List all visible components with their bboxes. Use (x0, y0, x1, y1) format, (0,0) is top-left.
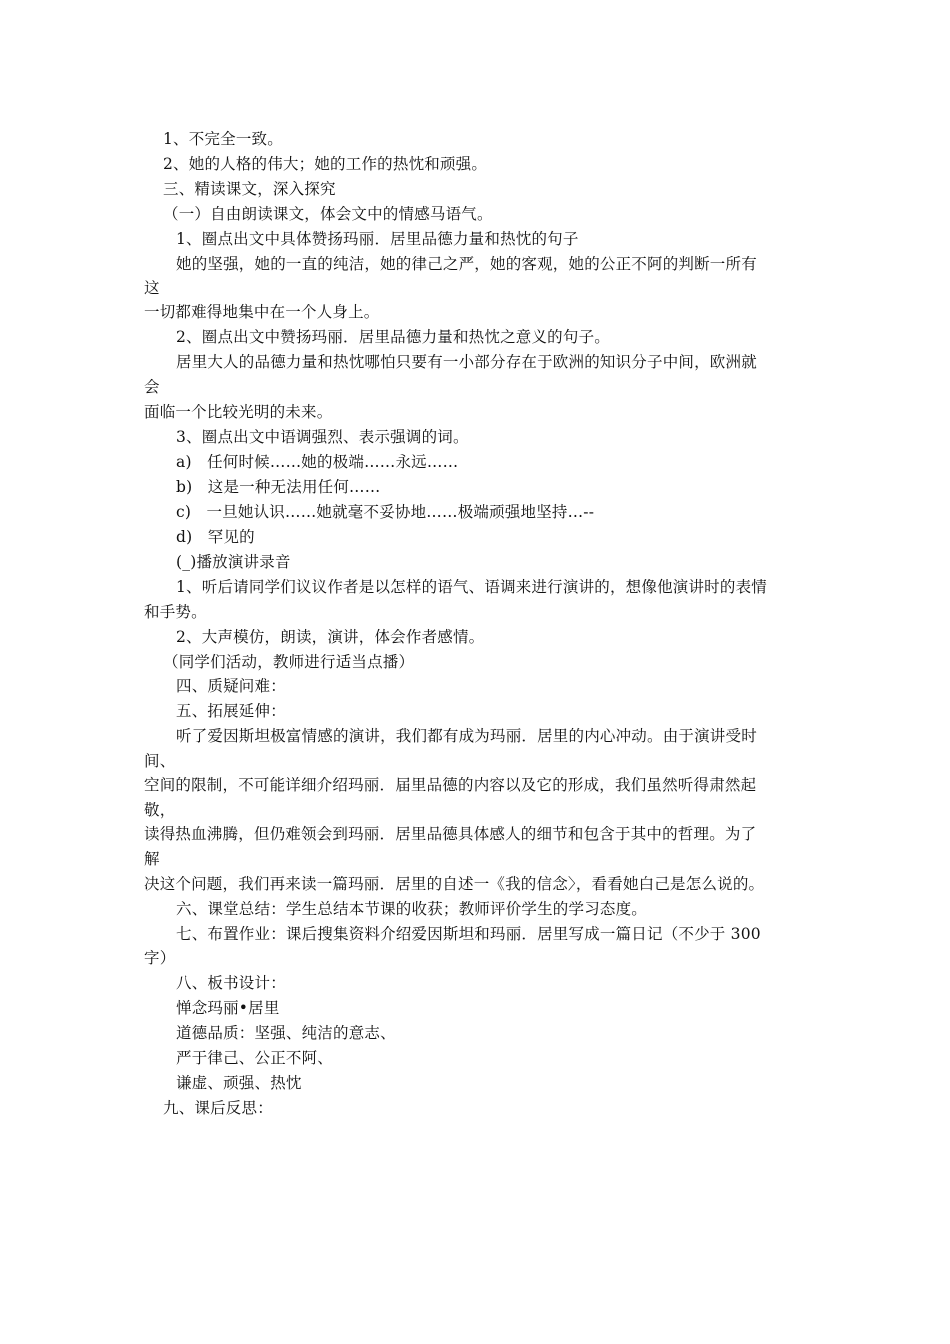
text-line: 2、大声模仿，朗读，演讲，体会作者感情。 (176, 628, 485, 646)
text-line: 严于律己、公正不阿、 (176, 1049, 334, 1067)
text-line: （同学们活动，教师进行适当点播） (163, 653, 415, 671)
text-line: 居里大人的品德力量和热忱哪怕只要有一小部分存在于欧洲的知识分子中间，欧洲就 (176, 353, 757, 371)
text-line: 字） (144, 949, 176, 967)
section-heading: 四、质疑问难： (176, 677, 286, 695)
text-line: 解 (144, 850, 160, 868)
text-line: 谦虚、顽强、热忱 (176, 1074, 302, 1092)
text-line: 1、听后请同学们议议作者是以怎样的语气、语调来进行演讲的，想像他演讲时的表情 (176, 578, 767, 596)
text-line: 读得热血沸腾，但仍难领会到玛丽．居里品德具体感人的细节和包含于其中的哲理。为了 (144, 825, 757, 843)
subsection-heading: （一）自由朗读课文，体会文中的情感马语气。 (163, 205, 493, 223)
section-heading: 七、布置作业：课后搜集资料介绍爱因斯坦和玛丽．居里写成一篇日记（不少于 300 (176, 925, 761, 943)
section-heading: 八、板书设计： (176, 974, 286, 992)
board-title: 惮念玛丽•居里 (176, 999, 280, 1017)
text-line: 这 (144, 279, 160, 297)
list-item: b) 这是一种无法用任何…… (176, 478, 381, 496)
text-line: 2、圈点出文中赞扬玛丽．居里品德力量和热忱之意义的句子。 (176, 328, 610, 346)
list-item: d) 罕见的 (176, 528, 255, 546)
list-item: a) 任何时候……她的极端……永远…… (176, 453, 459, 471)
text-line: 空间的限制，不可能详细介绍玛丽．届里品德的内容以及它的形成，我们虽然听得肃然起 (144, 776, 757, 794)
text-line: 一切都难得地集中在一个人身上。 (144, 303, 380, 321)
text-line: 她的坚强，她的一直的纯洁，她的律己之严，她的客观，她的公正不阿的判断一所有 (176, 255, 757, 273)
text-line: 和手势。 (144, 603, 207, 621)
text-line: 决这个问题，我们再来读一篇玛丽．居里的自述一《我的信念〉，看看她白己是怎么说的。 (144, 875, 765, 893)
text-line: 会 (144, 378, 160, 396)
text-line: 3、圈点出文中语调强烈、表示强调的词。 (176, 428, 469, 446)
section-heading: 六、课堂总结：学生总结本节课的收获；教师评价学生的学习态度。 (176, 900, 648, 918)
text-line: 1、圈点出文中具体赞扬玛丽．居里品德力量和热忱的句子 (176, 230, 579, 248)
text-line: 间、 (144, 752, 176, 770)
text-line: 面临一个比较光明的未来。 (144, 403, 333, 421)
text-line: 2、她的人格的伟大；她的工作的热忱和顽强。 (163, 155, 488, 173)
section-heading: 九、课后反思： (163, 1099, 273, 1117)
text-line: 敬， (144, 801, 176, 819)
section-heading: 五、拓展延伸： (176, 702, 286, 720)
subsection-heading: (_)播放演讲录音 (176, 553, 291, 571)
text-line: 道德品质：坚强、纯洁的意志、 (176, 1024, 396, 1042)
text-line: 1、不完全一致。 (163, 130, 283, 148)
text-line: 听了爱因斯坦极富情感的演讲，我们都有成为玛丽．居里的内心冲动。由于演讲受时 (176, 727, 757, 745)
list-item: c) 一旦她认识……她就毫不妥协地……极端顽强地坚持…-- (176, 503, 595, 521)
section-heading: 三、精读课文，深入探究 (163, 180, 336, 198)
